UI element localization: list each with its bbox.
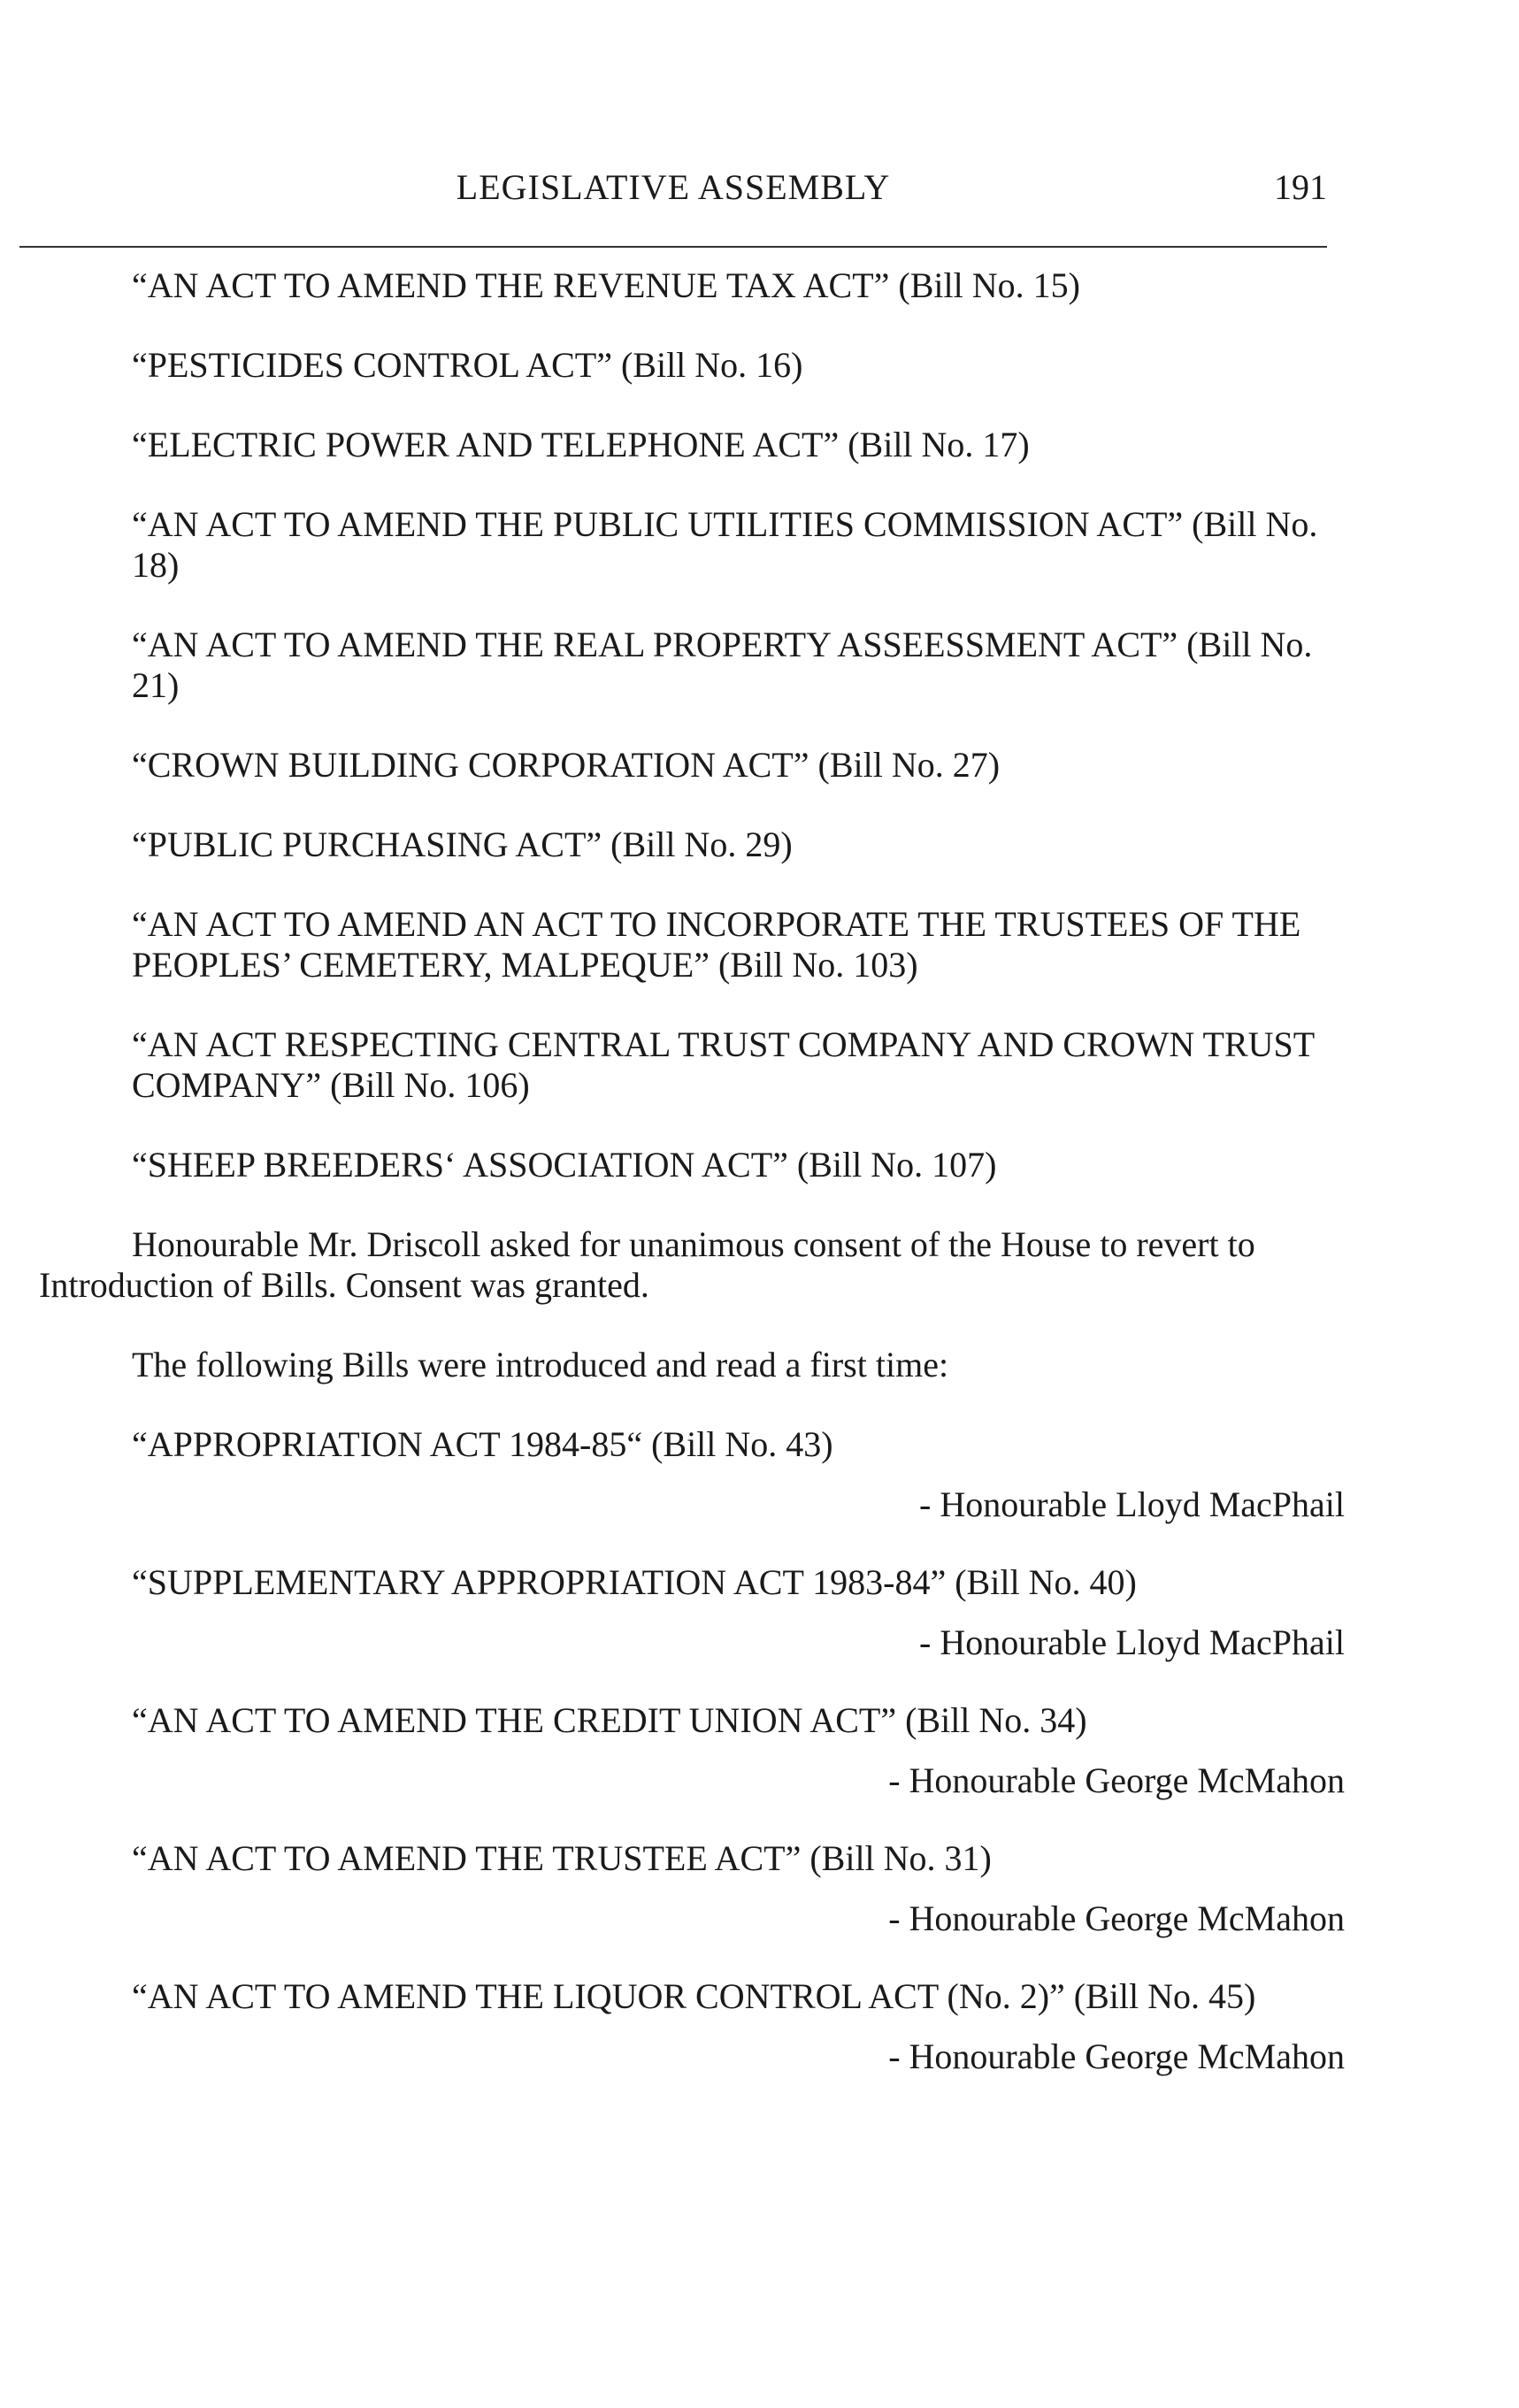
introduced-bill-title: “SUPPLEMENTARY APPROPRIATION ACT 1983-84” (Bill No. 40) [132,1562,1137,1602]
sponsor: - Honourable George McMahon [888,2036,1345,2076]
introduced-bill [39,1976,1345,2077]
introduced-bill-title: “AN ACT TO AMEND THE CREDIT UNION ACT” (Bill No. 34) [132,1700,1087,1740]
introduced-bill [39,1424,1345,1525]
introduced-bill [39,1700,1345,1801]
introduced-bill-title: “AN ACT TO AMEND THE LIQUOR CONTROL ACT (No. 2)” (Bill No. 45) [132,1976,1256,2016]
sponsor: - Honourable George McMahon [888,1760,1345,1800]
bill-item: “SHEEP BREEDERS‘ ASSOCIATION ACT” (Bill No. 107) [132,1145,997,1185]
page-body [39,265,1345,2114]
bills-introduced [39,1424,1345,2077]
bill-item: “AN ACT TO AMEND THE REVENUE TAX ACT” (Bill No. 15) [132,265,1080,305]
introduced-bill [39,1562,1345,1663]
bill-item: “PESTICIDES CONTROL ACT” (Bill No. 16) [132,345,803,385]
bill-item: “AN ACT TO AMEND THE PUBLIC UTILITIES COMMISSION ACT” (Bill No. 18) [132,504,1318,585]
page-number: 191 [1274,167,1327,207]
sponsor: - Honourable Lloyd MacPhail [919,1484,1345,1524]
sponsor: - Honourable George McMahon [888,1898,1345,1938]
bill-item: “AN ACT RESPECTING CENTRAL TRUST COMPANY AND CROWN TRUST COMPANY” (Bill No. 106) [132,1024,1315,1105]
bill-item: “AN ACT TO AMEND THE REAL PROPERTY ASSEESSMENT ACT” (Bill No. 21) [132,625,1313,705]
bill-item: “CROWN BUILDING CORPORATION ACT” (Bill No. 27) [132,745,1001,785]
bill-item: “AN ACT TO AMEND AN ACT TO INCORPORATE THE TRUSTEES OF THE PEOPLES’ CEMETERY, MALPEQUE” (Bill No. 103) [132,904,1301,985]
bills-listed [39,265,1345,1185]
introduced-bill-title: “AN ACT TO AMEND THE TRUSTEE ACT” (Bill No. 31) [132,1838,992,1878]
sponsor: - Honourable Lloyd MacPhail [919,1622,1345,1662]
consent-paragraph: Honourable Mr. Driscoll asked for unanimous consent of the House to revert to Introduction of Bills. Consent was granted. [39,1224,1255,1305]
header-title: LEGISLATIVE ASSEMBLY [456,167,891,207]
bill-item: “PUBLIC PURCHASING ACT” (Bill No. 29) [132,824,793,864]
introduced-bill-title: “APPROPRIATION ACT 1984-85“ (Bill No. 43) [132,1424,833,1464]
introduced-bill [39,1838,1345,1939]
intro-line: The following Bills were introduced and read a first time: [132,1345,949,1384]
bill-item: “ELECTRIC POWER AND TELEPHONE ACT” (Bill No. 17) [132,425,1030,464]
page-header [19,161,1327,248]
